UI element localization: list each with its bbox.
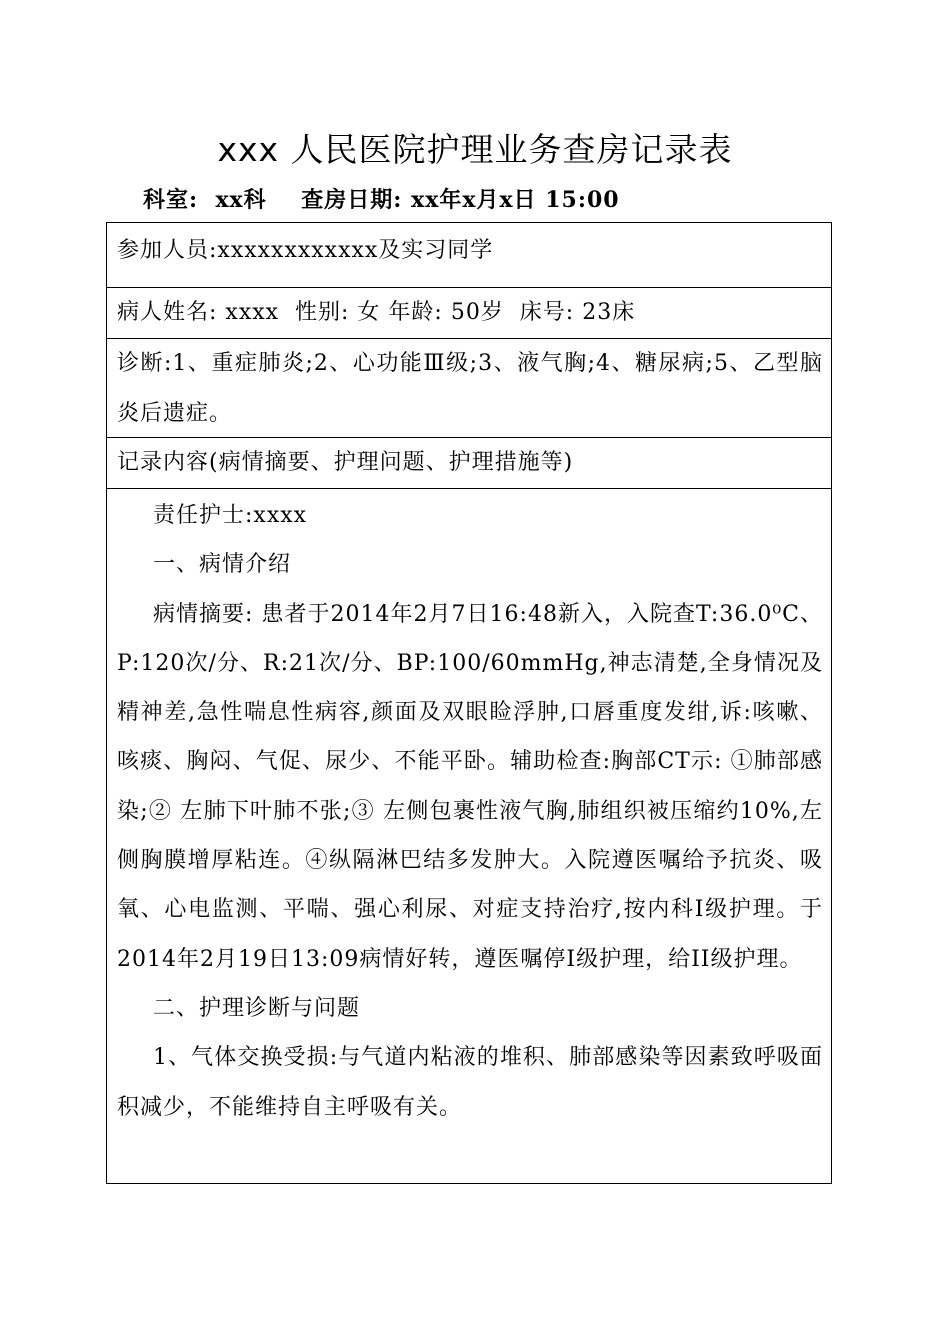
diagnosis-row xyxy=(107,339,831,438)
condition-summary: 病情摘要: 患者于2014年2月7日16:48新入，入院查T:36.0⁰C、P:120次/分、R:21次/分、BP:100/60mmHg,神志清楚,全身情况及精神差,急性喘息性病容,颜面及双眼睑浮肿,口唇重度发绀,诉:咳嗽、咳痰、胸闷、气促、尿少、不能平卧。辅助检查:胸部CT示: ①肺部感染;② 左肺下叶肺不张;③ 左侧包裹性液气胸,肺组织被压缩约10%,左侧胸膜增厚粘连。④纵隔淋巴结多发肿大。入院遵医嘱给予抗炎、吸氧、心电监测、平喘、强心利尿、对症支持治疗,按内科Ⅰ级护理。于2014年2月19日13:09病情好转，遵医嘱停Ⅰ级护理，给II级护理。 xyxy=(117,601,823,972)
record-header-row xyxy=(107,438,831,489)
nursing-problem-1: 1、气体交换受损:与气道内粘液的堆积、肺部感染等因素致呼吸面积减少，不能维持自主呼吸有关。 xyxy=(117,1045,823,1120)
record-content xyxy=(117,491,823,1132)
participants-row xyxy=(107,223,831,288)
participants-text: 参加人员:xxxxxxxxxxxx及实习同学 xyxy=(117,238,494,263)
page-title: xxx 人民医院护理业务查房记录表 xyxy=(217,130,733,169)
patient-info-text: 病人姓名: xxxx 性别: 女 年龄: 50岁 床号: 23床 xyxy=(117,300,636,325)
record-table xyxy=(106,222,832,1184)
diagnosis-text: 诊断:1、重症肺炎;2、心功能Ⅲ级;3、液气胸;4、糖尿病;5、乙型脑炎后遗症。 xyxy=(117,351,823,426)
patient-info-row xyxy=(107,288,831,339)
responsible-nurse: 责任护士:xxxx xyxy=(153,503,308,528)
section-heading-condition: 一、病情介绍 xyxy=(153,552,292,578)
department-and-date: 科室: xx科 查房日期: xx年x月x日 15:00 xyxy=(143,187,620,213)
record-header-text: 记录内容(病情摘要、护理问题、护理措施等) xyxy=(117,450,574,475)
section-heading-diagnosis: 二、护理诊断与问题 xyxy=(153,995,361,1021)
